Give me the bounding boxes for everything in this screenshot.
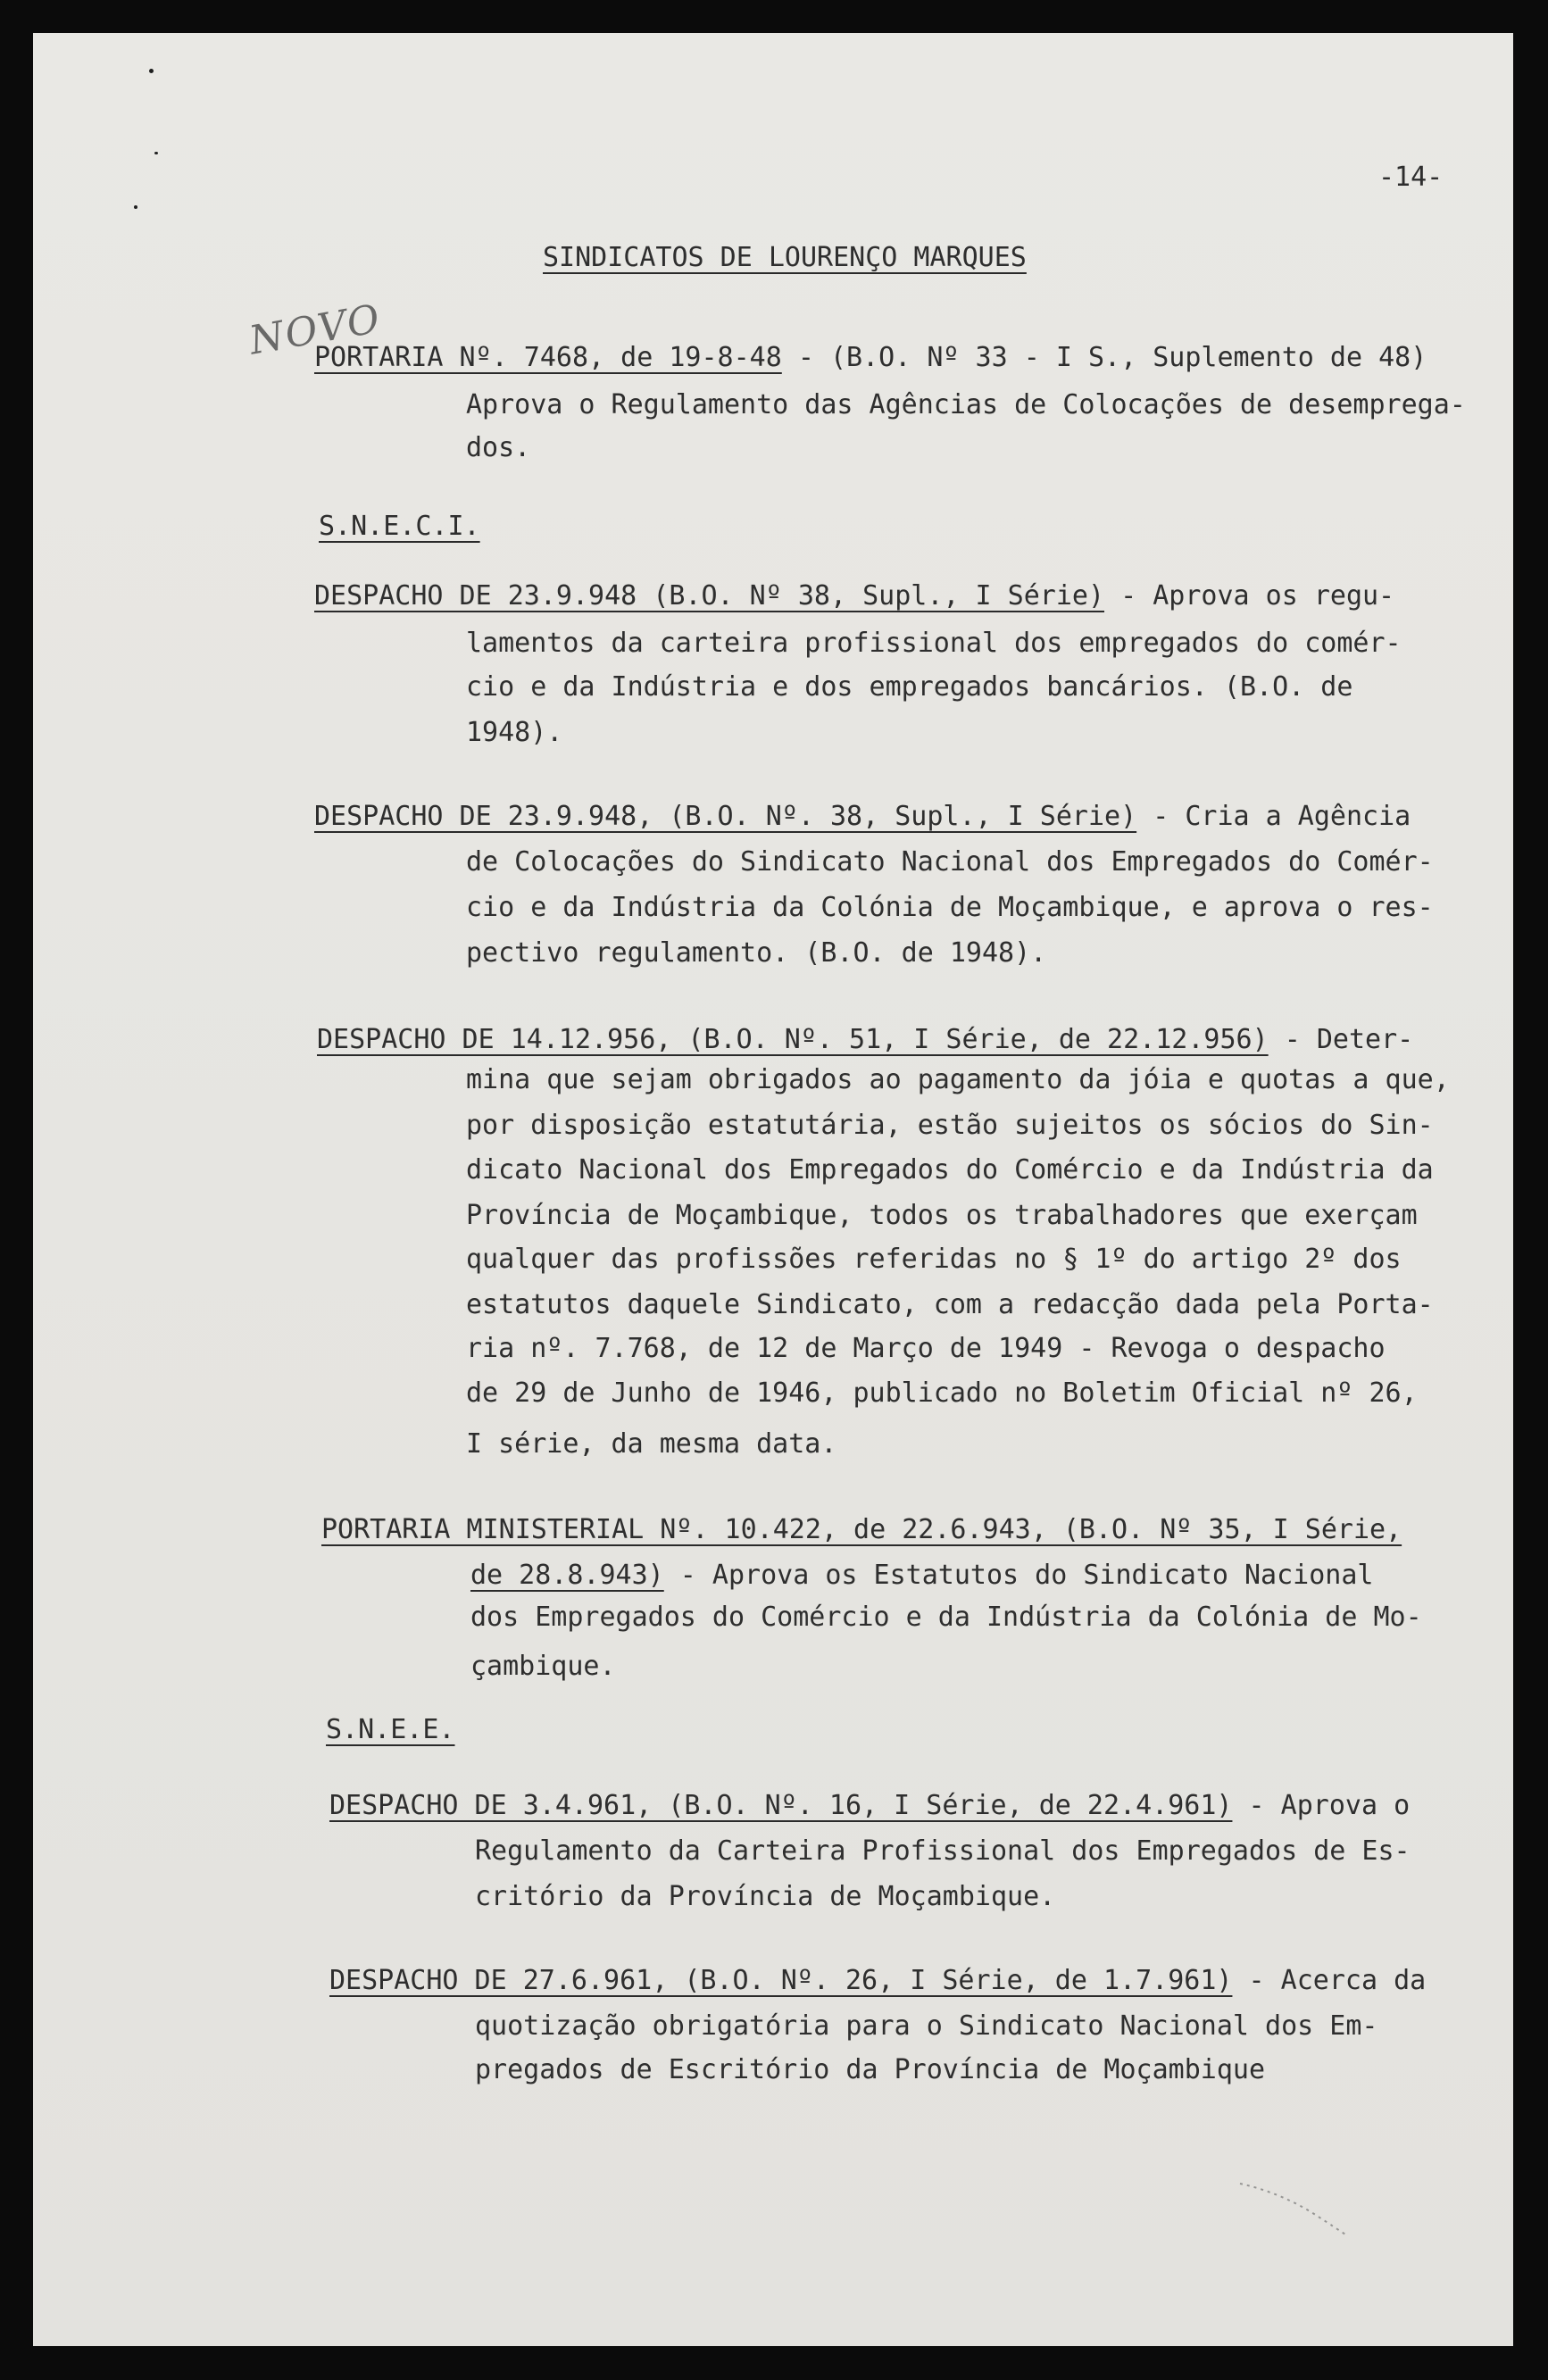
entry-line: de Colocações do Sindicato Nacional dos Empregados do Comér- (466, 846, 1434, 878)
entry-heading: DESPACHO DE 27.6.961, (B.O. Nº. 26, I Série, de 1.7.961) (329, 1965, 1233, 1996)
entry-line: qualquer das profissões referidas no § 1º do artigo 2º dos (466, 1244, 1402, 1275)
entry-line: dos. (466, 432, 531, 463)
entry-line: dos Empregados do Comércio e da Indústria da Colónia de Mo- (470, 1602, 1422, 1633)
entry-line: I série, da mesma data. (466, 1428, 837, 1460)
entry-heading-line (314, 580, 1394, 612)
scan-speck (149, 69, 154, 73)
entry-heading: DESPACHO DE 3.4.961, (B.O. Nº. 16, I Série, de 22.4.961) (329, 1790, 1233, 1821)
entry-line: estatutos daquele Sindicato, com a redacção dada pela Porta- (466, 1289, 1434, 1320)
entry-line: Província de Moçambique, todos os trabalhadores que exerçam (466, 1200, 1418, 1231)
entry-line: ria nº. 7.768, de 12 de Março de 1949 - Revoga o despacho (466, 1333, 1386, 1364)
entry-line: quotização obrigatória para o Sindicato Nacional dos Em- (475, 2010, 1378, 2042)
entry-text: - Cria a Agência (1136, 801, 1411, 832)
entry-line: cio e da Indústria e dos empregados bancários. (B.O. de (466, 671, 1353, 703)
scan-speck (154, 152, 158, 154)
entry-line: dicato Nacional dos Empregados do Comércio e da Indústria da (466, 1154, 1434, 1186)
entry-text: - Aprova os Estatutos do Sindicato Nacional (663, 1560, 1374, 1591)
entry-text: - Acerca da (1232, 1965, 1427, 1996)
entry-heading: PORTARIA MINISTERIAL Nº. 10.422, de 22.6.943, (B.O. Nº 35, I Série, (321, 1514, 1402, 1545)
entry-heading: de 28.8.943) (470, 1560, 664, 1591)
section-label: S.N.E.E. (326, 1714, 455, 1745)
entry-line: lamentos da carteira profissional dos empregados do comér- (466, 628, 1402, 659)
entry-heading-line (314, 342, 1427, 374)
entry-heading-line (314, 801, 1411, 833)
page-number: -14- (1378, 162, 1444, 193)
entry-heading-line (321, 1514, 1402, 1546)
entry-line: çambique. (470, 1651, 616, 1682)
entry-heading-line (329, 1965, 1426, 1997)
entry-text: - Deter- (1268, 1024, 1414, 1055)
entry-text: - Aprova o (1232, 1790, 1411, 1821)
entry-line: cio e da Indústria da Colónia de Moçambique, e aprova o res- (466, 892, 1434, 923)
pencil-mark (1238, 2180, 1350, 2238)
entry-heading: DESPACHO DE 23.9.948 (B.O. Nº 38, Supl., I Série) (314, 580, 1105, 612)
entry-heading-line (317, 1024, 1413, 1056)
entry-text: - (B.O. Nº 33 - I S., Suplemento de 48) (781, 342, 1427, 373)
entry-line: de 29 de Junho de 1946, publicado no Boletim Oficial nº 26, (466, 1377, 1418, 1409)
entry-line: pregados de Escritório da Província de Moçambique (475, 2054, 1266, 2085)
section-label: S.N.E.C.I. (319, 511, 480, 542)
entry-line: mina que sejam obrigados ao pagamento da jóia e quotas a que, (466, 1064, 1450, 1095)
entry-line: Aprova o Regulamento das Agências de Colocações de desemprega- (466, 389, 1466, 420)
entry-line: critório da Província de Moçambique. (475, 1881, 1056, 1912)
entry-line: 1948). (466, 717, 563, 748)
scan-speck (134, 205, 137, 209)
entry-line: Regulamento da Carteira Profissional dos Empregados de Es- (475, 1835, 1411, 1867)
entry-line: pectivo regulamento. (B.O. de 1948). (466, 937, 1047, 969)
entry-heading: DESPACHO DE 23.9.948, (B.O. Nº. 38, Supl., I Série) (314, 801, 1137, 832)
entry-line: por disposição estatutária, estão sujeitos os sócios do Sin- (466, 1110, 1434, 1141)
document-page (33, 33, 1513, 2346)
entry-heading-line (329, 1790, 1410, 1822)
entry-text: - Aprova os regu- (1104, 580, 1395, 612)
entry-heading: PORTARIA Nº. 7468, de 19-8-48 (314, 342, 782, 373)
handwritten-note: NOVO (246, 295, 385, 364)
entry-heading-line (470, 1560, 1373, 1592)
entry-heading: DESPACHO DE 14.12.956, (B.O. Nº. 51, I Série, de 22.12.956) (317, 1024, 1269, 1055)
document-title: SINDICATOS DE LOURENÇO MARQUES (543, 242, 1027, 273)
